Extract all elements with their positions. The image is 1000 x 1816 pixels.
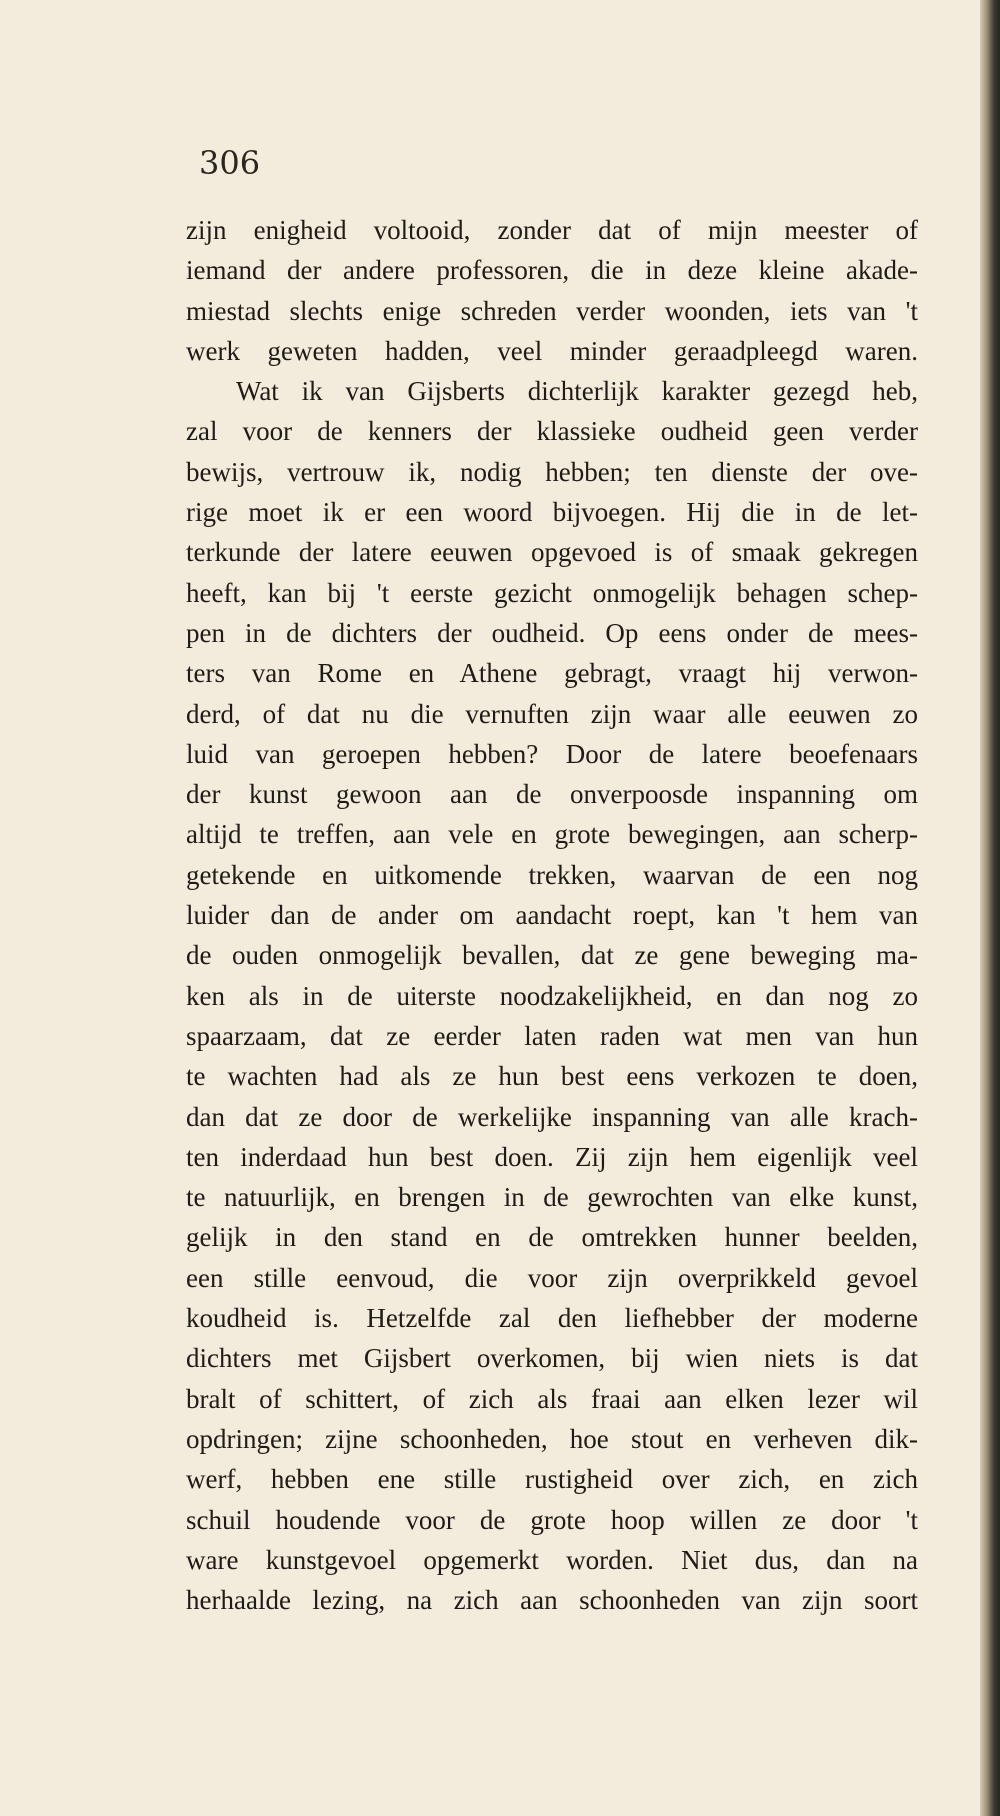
text-line: pen in de dichters der oudheid. Op eens onder de mees-	[186, 617, 918, 648]
text-line: ware kunstgevoel opgemerkt worden. Niet dus, dan na	[186, 1544, 918, 1575]
text-line: zal voor de kenners der klassieke oudheid geen verder	[186, 416, 918, 447]
text-line: werk geweten hadden, veel minder geraadpleegd waren.	[186, 335, 918, 366]
text-line: ters van Rome en Athene gebragt, vraagt hij verwon-	[186, 658, 918, 689]
text-line: schuil houdende voor de grote hoop willen ze door 't	[186, 1504, 918, 1535]
text-line: dan dat ze door de werkelijke inspanning van alle krach-	[186, 1101, 918, 1132]
text-line: te wachten had als ze hun best eens verkozen te doen,	[186, 1061, 918, 1092]
text-line: miestad slechts enige schreden verder woonden, iets van 't	[186, 295, 918, 326]
text-line: rige moet ik er een woord bijvoegen. Hij die in de let-	[186, 497, 918, 528]
text-line: luider dan de ander om aandacht roept, kan 't hem van	[186, 900, 918, 931]
text-line: der kunst gewoon aan de onverpoosde inspanning om	[186, 779, 918, 810]
text-line: koudheid is. Hetzelfde zal den liefhebber der moderne	[186, 1303, 918, 1334]
text-line: bewijs, vertrouw ik, nodig hebben; ten dienste der ove-	[186, 456, 918, 487]
text-line: luid van geroepen hebben? Door de latere beoefenaars	[186, 738, 918, 769]
text-line: herhaalde lezing, na zich aan schoonheden van zijn soort	[186, 1585, 918, 1616]
text-line: te natuurlijk, en brengen in de gewrochten van elke kunst,	[186, 1182, 918, 1213]
text-line: ten inderdaad hun best doen. Zij zijn hem eigenlijk veel	[186, 1141, 918, 1172]
text-line: heeft, kan bij 't eerste gezicht onmogelijk behagen schep-	[186, 577, 918, 608]
text-line: altijd te treffen, aan vele en grote bewegingen, aan scherp-	[186, 819, 918, 850]
text-line: dichters met Gijsbert overkomen, bij wien niets is dat	[186, 1343, 918, 1374]
text-line: Wat ik van Gijsberts dichterlijk karakter gezegd heb,	[236, 376, 918, 407]
text-line: derd, of dat nu die vernuften zijn waar alle eeuwen zo	[186, 698, 918, 729]
page-number: 306	[199, 144, 261, 182]
text-line: iemand der andere professoren, die in deze kleine akade-	[186, 255, 918, 286]
text-line: de ouden onmogelijk bevallen, dat ze gene beweging ma-	[186, 940, 918, 971]
text-line: zijn enigheid voltooid, zonder dat of mijn meester of	[186, 215, 918, 245]
text-line: een stille eenvoud, die voor zijn overprikkeld gevoel	[186, 1262, 918, 1293]
text-line: ken als in de uiterste noodzakelijkheid, en dan nog zo	[186, 980, 918, 1011]
text-line: bralt of schittert, of zich als fraai aan elken lezer wil	[186, 1383, 918, 1414]
page-edge-shadow	[980, 0, 1000, 1816]
text-line: getekende en uitkomende trekken, waarvan de een nog	[186, 859, 918, 890]
text-line: werf, hebben ene stille rustigheid over zich, en zich	[186, 1464, 918, 1495]
text-line: opdringen; zijne schoonheden, hoe stout en verheven dik-	[186, 1423, 918, 1454]
text-line: gelijk in den stand en de omtrekken hunner beelden,	[186, 1222, 918, 1253]
text-line: terkunde der latere eeuwen opgevoed is of smaak gekregen	[186, 537, 918, 568]
body-text	[186, 210, 918, 1620]
text-line: spaarzaam, dat ze eerder laten raden wat men van hun	[186, 1020, 918, 1051]
